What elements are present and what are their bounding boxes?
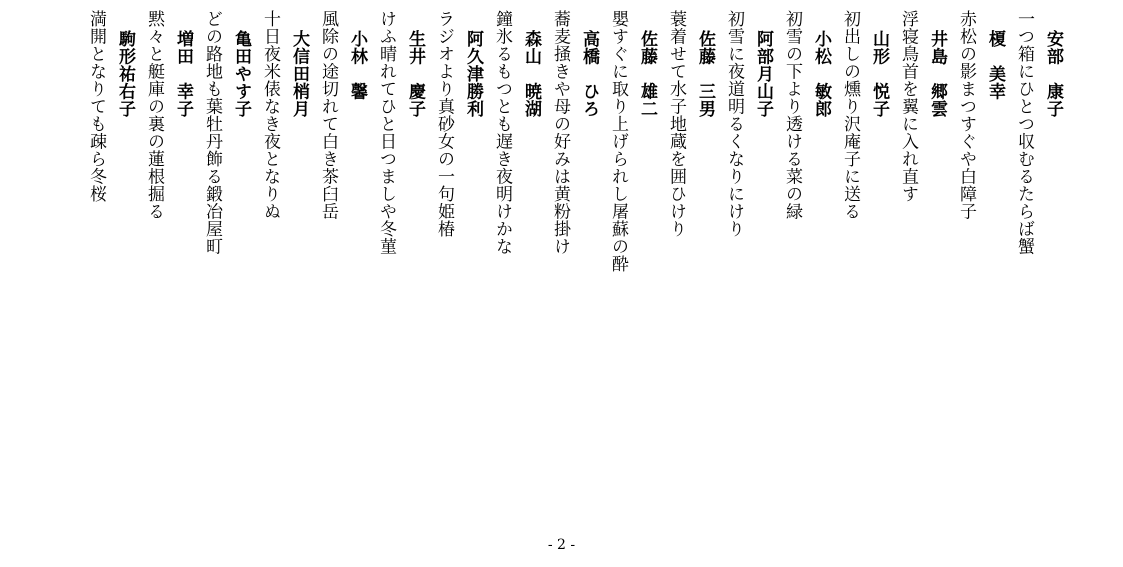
author-name: 増田 幸子 (173, 30, 193, 118)
haiku-text: ラジオより真砂女の一句姫椿 (434, 10, 454, 238)
haiku-entry (195, 10, 253, 255)
haiku-text: どの路地も葉牡丹飾る鍛冶屋町 (202, 10, 222, 255)
haiku-entry (137, 10, 195, 220)
haiku-text: 黙々と艇庫の裏の蓮根掘る (144, 10, 164, 220)
author-name: 阿久津勝利 (463, 30, 483, 118)
author-name: 高橋 ひろ (579, 30, 599, 118)
haiku-text: 浮寝鳥首を翼に入れ直す (898, 10, 918, 203)
haiku-text: 嬰すぐに取り上げられし屠蘇の酔 (608, 10, 628, 273)
haiku-entry (543, 10, 601, 255)
author-name: 大信田梢月 (289, 30, 309, 118)
author-name: 榎 美幸 (985, 30, 1005, 100)
haiku-text: けふ晴れてひと日つましや冬菫 (376, 10, 396, 255)
haiku-entry (717, 10, 775, 238)
author-name: 小林 馨 (347, 30, 367, 100)
haiku-list (79, 10, 1065, 470)
author-name: 亀田やす子 (231, 30, 251, 118)
haiku-text: 初出しの燻り沢庵子に送る (840, 10, 860, 220)
haiku-entry (427, 10, 485, 238)
haiku-text: 初雪の下より透ける菜の緑 (782, 10, 802, 220)
haiku-entry (1007, 10, 1065, 255)
author-name: 小松 敏郎 (811, 30, 831, 118)
author-name: 森山 暁湖 (521, 30, 541, 118)
haiku-entry (79, 10, 137, 203)
author-name: 井島 郷雲 (927, 30, 947, 118)
haiku-entry (311, 10, 369, 220)
haiku-text: 初雪に夜道明るくなりにけり (724, 10, 744, 238)
author-name: 駒形祐右子 (115, 30, 135, 118)
author-name: 山形 悦子 (869, 30, 889, 118)
haiku-entry (891, 10, 949, 203)
haiku-text: 一つ箱にひとつ収むるたらば蟹 (1014, 10, 1034, 255)
page-number: - 2 - (547, 537, 576, 553)
haiku-entry (833, 10, 891, 220)
haiku-text: 風除の途切れて白き茶臼岳 (318, 10, 338, 220)
author-name: 生井 慶子 (405, 30, 425, 118)
haiku-text: 鐘氷るもつとも遅き夜明けかな (492, 10, 512, 255)
haiku-text: 赤松の影まつすぐや白障子 (956, 10, 976, 220)
haiku-text: 蓑着せて水子地蔵を囲ひけり (666, 10, 686, 238)
haiku-entry (485, 10, 543, 255)
author-name: 佐藤 雄二 (637, 30, 657, 118)
haiku-entry (601, 10, 659, 273)
author-name: 安部 康子 (1043, 30, 1063, 118)
haiku-entry (659, 10, 717, 238)
haiku-entry (369, 10, 427, 255)
haiku-text: 十日夜米俵なき夜となりぬ (260, 10, 280, 220)
haiku-entry (253, 10, 311, 220)
haiku-text: 満開となりても疎ら冬桜 (86, 10, 106, 203)
haiku-text: 蕎麦掻きや母の好みは黄粉掛け (550, 10, 570, 255)
haiku-entry (775, 10, 833, 220)
author-name: 佐藤 三男 (695, 30, 715, 118)
author-name: 阿部月山子 (753, 30, 773, 118)
haiku-entry (949, 10, 1007, 220)
